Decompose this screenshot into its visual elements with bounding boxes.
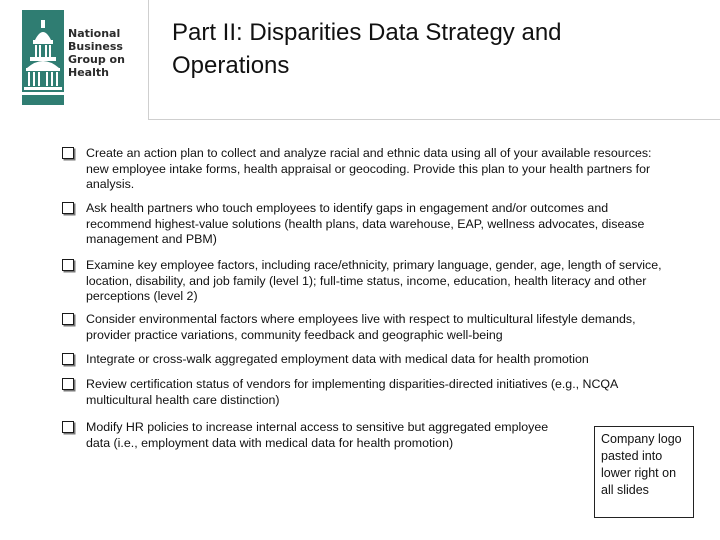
checkbox-bullet-icon: [62, 202, 74, 214]
placeholder-note-box: Company logo pasted into lower right on all slides: [594, 426, 694, 518]
checkbox-bullet-icon: [62, 378, 74, 390]
header-divider-horizontal: [148, 119, 720, 120]
slide-title-line: Part II: Disparities Data Strategy and: [172, 19, 562, 46]
slide-title: [172, 16, 692, 82]
bullet-text: Modify HR policies to increase internal access to sensitive but aggregated employee data (i.e., employment data with medical data for health promotion): [86, 420, 549, 450]
bullet-text: Review certification status of vendors for implementing disparities-directed initiatives (e.g., NCQA multicultural health care distinction): [86, 377, 618, 407]
bullet-text: Ask health partners who touch employees to identify gaps in engagement and/or outcomes and recommend highest-value solutions (health plans, data warehouse, EAP, wellness advocates, disease management and PBM): [86, 201, 645, 246]
bullet-text: Create an action plan to collect and analyze racial and ethnic data using all of your available resources: new employee intake forms, health appraisal or geocoding. Provide this plan to your health partners for analysis.: [86, 146, 652, 191]
organization-logo: [22, 10, 147, 105]
logo-line: National: [68, 27, 121, 40]
checkbox-bullet-icon: [62, 313, 74, 325]
slide-header: [0, 0, 720, 120]
checkbox-bullet-icon: [62, 353, 74, 365]
checkbox-bullet-icon: [62, 421, 74, 433]
checkbox-bullet-icon: [62, 147, 74, 159]
logo-wordmark: [68, 27, 148, 79]
logo-line: Group on: [68, 53, 125, 66]
capitol-dome-icon: [22, 10, 64, 105]
header-divider-vertical: [148, 0, 149, 120]
bullet-text: Examine key employee factors, including race/ethnicity, primary language, gender, age, length of service, location, disability, and job family (level 1); full-time status, income, education, health literacy and other perceptions (level 2): [86, 258, 662, 303]
checkbox-bullet-icon: [62, 259, 74, 271]
logo-line: Business: [68, 40, 123, 53]
slide-title-line: Operations: [172, 52, 290, 79]
bullet-text: Integrate or cross-walk aggregated employment data with medical data for health promotion: [86, 352, 589, 366]
logo-line: Health: [68, 66, 109, 79]
bullet-text: Consider environmental factors where employees live with respect to multicultural lifestyle demands, provider practice variations, community feedback and geographic well-being: [86, 312, 636, 342]
